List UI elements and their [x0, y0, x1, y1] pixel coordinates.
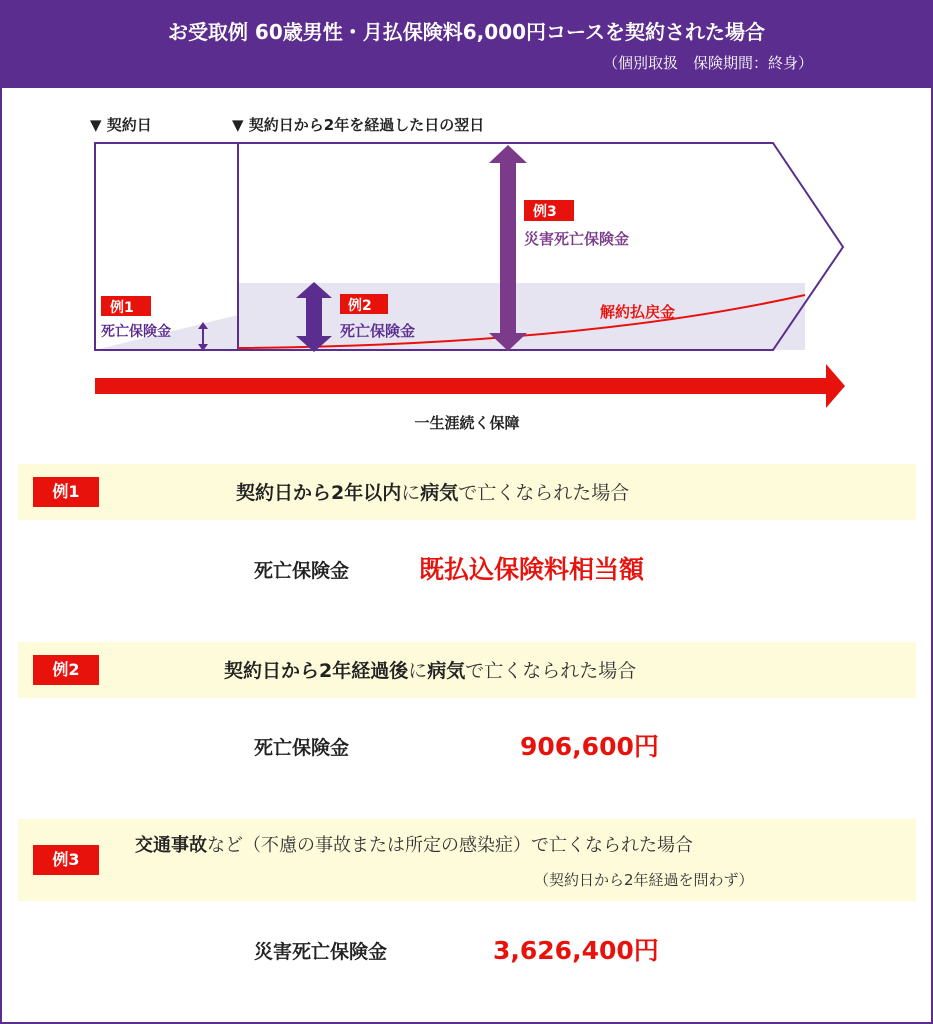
- example-2-particle: に: [408, 660, 428, 682]
- header-note: （個別取扱 保険期間：終身）: [602, 54, 813, 72]
- example-3-cause: 交通事故: [135, 835, 207, 856]
- example-2-period: 契約日から2年経過後: [224, 660, 409, 682]
- diagram-ex2-arrow-shaft: [306, 295, 322, 340]
- example-2-benefit-value: 906,600円: [520, 732, 659, 761]
- example-1-period: 契約日から2年以内: [236, 482, 402, 504]
- coverage-diagram: [0, 100, 933, 444]
- diagram-ex3-label: 災害死亡保険金: [524, 230, 630, 248]
- coverage-area: [95, 283, 805, 350]
- example-1-condition: [236, 478, 629, 505]
- example-1-particle: に: [401, 482, 421, 504]
- example-1-band: [18, 464, 916, 520]
- diagram-ex3-arrow-shaft: [500, 160, 516, 336]
- example-1-cause: 病気: [420, 482, 459, 504]
- surrender-value-label: 解約払戻金: [600, 303, 676, 321]
- diagram-ex2-label: 死亡保険金: [340, 322, 416, 340]
- example-1-benefit-value: 既払込保険料相当額: [419, 555, 645, 584]
- contract-day-label: ▼ 契約日: [90, 116, 152, 134]
- example-3-outcome: など（不慮の事故または所定の感染症）で亡くなられた場合: [207, 835, 693, 856]
- example-2-condition: [224, 656, 636, 683]
- diagram-ex2-tag-text: 例2: [348, 298, 372, 314]
- example-1-outcome: で亡くなられた場合: [458, 482, 630, 504]
- example-3-band: [18, 819, 916, 901]
- diagram-ex3-arrow-head-top: [489, 145, 527, 163]
- lifetime-arrow-shaft: [95, 378, 830, 394]
- example-3-benefit-value: 3,626,400円: [493, 936, 659, 965]
- lifetime-label: 一生涯続く保障: [414, 414, 520, 432]
- header-bar: [0, 0, 933, 88]
- example-3-condition: [135, 831, 693, 857]
- example-3-benefit-label: 災害死亡保険金: [254, 941, 388, 963]
- header-title: お受取例 60歳男性・月払保険料6,000円コースを契約された場合: [167, 20, 766, 44]
- example-3-sub-note: （契約日から2年経過を問わず）: [534, 871, 754, 889]
- lifetime-arrow-head: [826, 364, 845, 408]
- diagram-ex1-tag-text: 例1: [110, 300, 134, 316]
- diagram-ex1-label: 死亡保険金: [101, 324, 171, 340]
- example-1-tag: 例1: [33, 477, 99, 507]
- example-3-tag: 例3: [33, 845, 99, 875]
- example-2-cause: 病気: [427, 660, 466, 682]
- diagram-ex3-tag-text: 例3: [533, 204, 557, 220]
- example-2-tag: 例2: [33, 655, 99, 685]
- example-1-benefit-label: 死亡保険金: [254, 560, 350, 582]
- after-two-years-label: ▼ 契約日から2年を経過した日の翌日: [232, 116, 485, 134]
- example-2-benefit-label: 死亡保険金: [254, 737, 350, 759]
- example-2-outcome: で亡くなられた場合: [465, 660, 637, 682]
- example-2-band: [18, 642, 916, 698]
